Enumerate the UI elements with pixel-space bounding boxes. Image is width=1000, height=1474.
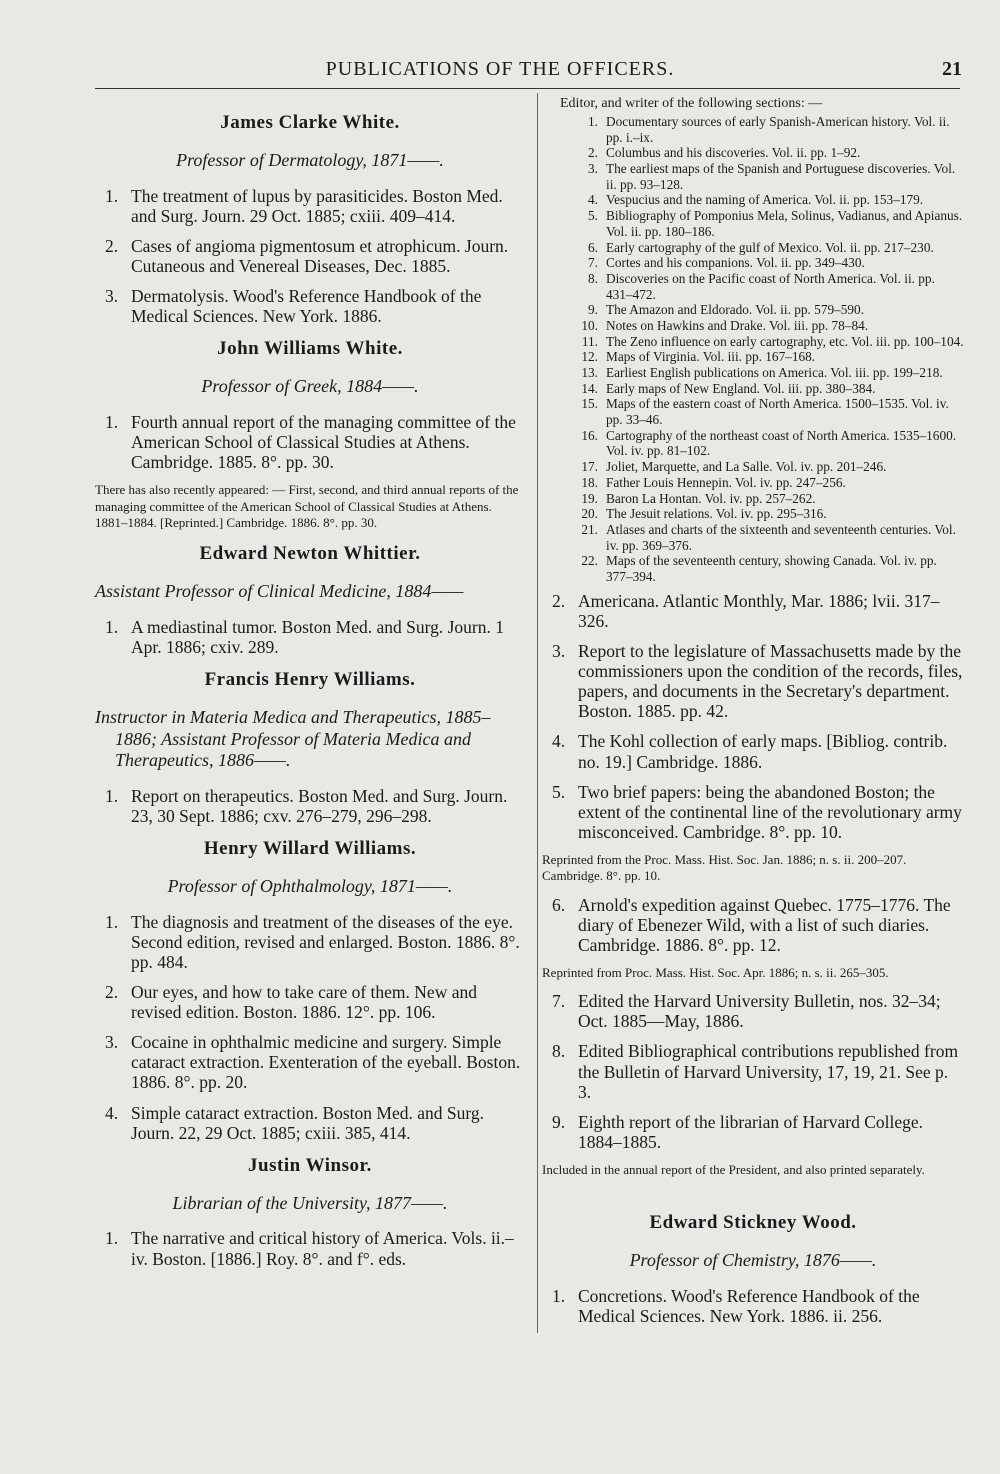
entry-text: Vespucius and the naming of America. Vol. ii. pp. 153–179. <box>606 192 924 208</box>
section-item <box>542 208 964 239</box>
entry-number: 16. <box>581 427 598 443</box>
entry-number: 1. <box>105 185 119 206</box>
entry-number: 20. <box>581 506 598 522</box>
entry-number: 1. <box>588 114 598 129</box>
section-item <box>542 491 964 507</box>
section-item <box>542 334 964 350</box>
person-james-clarke-white <box>95 112 525 326</box>
entry-number: 6. <box>552 894 566 915</box>
entry-text: Columbus and his discoveries. Vol. ii. pp. 1–92. <box>606 145 861 161</box>
entry-number: 2. <box>105 235 119 256</box>
entry-number: 7. <box>588 255 598 271</box>
section-item <box>542 145 964 161</box>
entry-text: Americana. Atlantic Monthly, Mar. 1886; lvii. 317–326. <box>578 590 940 631</box>
entry-text: Concretions. Wood's Reference Handbook of the Medical Sciences. New York. 1886. ii. 256. <box>578 1285 920 1326</box>
publication-list <box>95 912 525 1143</box>
section-item <box>542 553 964 584</box>
section-item <box>542 349 964 365</box>
entry-number: 7. <box>552 991 566 1012</box>
person-role: Assistant Professor of Clinical Medicine, 1884—— <box>95 581 464 602</box>
entry-number: 1. <box>105 785 119 806</box>
section-item <box>542 192 964 208</box>
entry-number: 4. <box>588 192 598 208</box>
entry-number: 15. <box>581 396 598 412</box>
publication-entry <box>542 895 964 955</box>
entry-text: The Jesuit relations. Vol. iv. pp. 295–316. <box>606 506 827 522</box>
publication-entry <box>542 1286 964 1326</box>
person-name: Edward Newton Whittier. <box>199 543 421 565</box>
section-item <box>542 396 964 427</box>
note: Reprinted from the Proc. Mass. Hist. Soc. Jan. 1886; n. s. ii. 200–207. Cambridge. 8°. pp. 10. <box>542 852 907 884</box>
entry-number: 8. <box>552 1041 566 1062</box>
publication-list <box>95 186 525 327</box>
entry-text: The narrative and critical history of America. Vols. ii.–iv. Boston. [1886.] Roy. 8°. and f°. eds. <box>131 1228 514 1269</box>
header-rule <box>95 88 960 89</box>
publication-list <box>95 617 525 657</box>
person-role: Professor of Dermatology, 1871——. <box>176 150 444 170</box>
page-number: 21 <box>942 58 962 80</box>
entry-text: The Kohl collection of early maps. [Bibliog. contrib. no. 19.] Cambridge. 1886. <box>578 731 948 772</box>
publication-entry <box>542 782 964 842</box>
section-item <box>542 475 964 491</box>
right-column <box>542 96 964 1338</box>
section-item <box>542 114 964 145</box>
entry-number: 18. <box>581 474 598 490</box>
entry-text: Maps of the eastern coast of North America. 1500–1535. Vol. iv. pp. 33–46. <box>606 396 949 428</box>
entry-number: 1. <box>105 1228 119 1249</box>
section-list <box>542 114 964 585</box>
note: Reprinted from Proc. Mass. Hist. Soc. Apr. 1886; n. s. ii. 265–305. <box>542 964 889 980</box>
entry-text: The Amazon and Eldorado. Vol. ii. pp. 579–590. <box>606 302 865 318</box>
entry-text: Baron La Hontan. Vol. iv. pp. 257–262. <box>606 490 816 506</box>
person-name: Henry Willard Williams. <box>203 837 417 859</box>
entry-number: 6. <box>588 239 598 255</box>
person-name: Edward Stickney Wood. <box>649 1212 857 1234</box>
column-divider <box>537 93 538 1333</box>
entry-number: 2. <box>552 590 566 611</box>
entry-text: Arnold's expedition against Quebec. 1775–1776. The diary of Ebenezer Wild, with a list of such diaries. Cambridge. 1886. 8°. pp. 12. <box>578 894 951 955</box>
entry-number: 1. <box>552 1285 566 1306</box>
entry-text: The diagnosis and treatment of the diseases of the eye. Second edition, revised and enlarged. Boston. 1886. 8°. pp. 484. <box>131 911 520 972</box>
publication-entry <box>95 1228 525 1268</box>
section-item <box>542 318 964 334</box>
publication-list <box>542 1286 964 1326</box>
section-item <box>542 255 964 271</box>
entry-text: Cortes and his companions. Vol. ii. pp. 349–430. <box>606 255 865 271</box>
section-item <box>542 365 964 381</box>
entry-number: 14. <box>581 380 598 396</box>
publication-entry <box>542 991 964 1031</box>
publication-entry <box>95 186 525 226</box>
note: Included in the annual report of the President, and also printed separately. <box>542 1162 925 1177</box>
entry-text: Edited the Harvard University Bulletin, nos. 32–34; Oct. 1885—May, 1886. <box>578 991 941 1032</box>
entry-number: 4. <box>105 1102 119 1123</box>
entry-text: Earliest English publications on America. Vol. iii. pp. 199–218. <box>606 365 943 380</box>
entry-text: Two brief papers: being the abandoned Boston; the extent of the continental line of the revolutionary army misconceived. Cambridge. 8°. pp. 10. <box>578 781 962 842</box>
entry-number: 17. <box>581 459 598 475</box>
person-henry-willard-williams <box>95 838 525 1143</box>
note: There has also recently appeared: — First, second, and third annual reports of the managing committee of the American School of Classical Studies at Athens. 1881–1884. [Reprinted.] Cambridge. 1886. 8°. pp. 30. <box>95 482 519 530</box>
publication-list <box>542 591 964 842</box>
person-name: John Williams White. <box>217 338 403 360</box>
publication-entry <box>95 786 525 826</box>
person-role: Instructor in Materia Medica and Therapeutics, 1885–1886; Assistant Professor of Materia Medica and Therapeutics, 1886——. <box>95 706 491 771</box>
entry-text: Fourth annual report of the managing committee of the American School of Classical Studies at Athens. Cambridge. 1885. 8°. pp. 30. <box>131 411 516 473</box>
entry-text: Maps of Virginia. Vol. iii. pp. 167–168. <box>606 349 816 365</box>
entry-text: Atlases and charts of the sixteenth and seventeenth centuries. Vol. iv. pp. 369–376. <box>606 521 956 553</box>
person-role: Professor of Chemistry, 1876——. <box>629 1250 877 1271</box>
person-role: Librarian of the University, 1877——. <box>172 1192 448 1213</box>
entry-number: 3. <box>105 286 119 307</box>
publication-entry <box>95 912 525 972</box>
entry-number: 3. <box>588 161 598 177</box>
entry-text: Eighth report of the librarian of Harvard College. 1884–1885. <box>578 1111 924 1152</box>
entry-text: Report on therapeutics. Boston Med. and Surg. Journ. 23, 30 Sept. 1886; cxv. 276–279, 296–298. <box>131 785 508 826</box>
publication-entry <box>542 1112 964 1152</box>
entry-text: Edited Bibliographical contributions republished from the Bulletin of Harvard University, 17, 19, 21. See p. 3. <box>578 1041 959 1102</box>
entry-text: Bibliography of Pomponius Mela, Solinus, Vadianus, and Apianus. Vol. ii. pp. 180–186. <box>606 208 963 239</box>
entry-number: 13. <box>581 365 598 380</box>
section-item <box>542 428 964 459</box>
entry-number: 1. <box>105 911 119 932</box>
entry-text: Report to the legislature of Massachusetts made by the commissioners upon the condition of the records, files, papers, and documents in the Secretary's department. Boston. 1885. pp. 42. <box>578 640 963 722</box>
person-name: Francis Henry Williams. <box>204 668 416 690</box>
publication-entry <box>95 1103 525 1143</box>
entry-text: Early maps of New England. Vol. iii. pp. 380–384. <box>606 380 876 396</box>
section-item <box>542 506 964 522</box>
person-role: Professor of Ophthalmology, 1871——. <box>167 875 453 896</box>
entry-text: Cocaine in ophthalmic medicine and surgery. Simple cataract extraction. Exenteration of the eyeball. Boston. 1886. 8°. pp. 20. <box>131 1032 521 1093</box>
publication-list <box>95 786 525 826</box>
section-item <box>542 271 964 302</box>
person-edward-newton-whittier <box>95 543 525 657</box>
publication-entry <box>95 1032 525 1092</box>
publication-entry <box>95 286 525 326</box>
entry-text: A mediastinal tumor. Boston Med. and Surg. Journ. 1 Apr. 1886; cxiv. 289. <box>131 616 505 657</box>
entry-number: 5. <box>552 781 566 802</box>
section-item <box>542 302 964 318</box>
person-name: James Clarke White. <box>220 112 400 133</box>
section-item <box>542 459 964 475</box>
entry-text: Cases of angioma pigmentosum et atrophicum. Journ. Cutaneous and Venereal Diseases, Dec. 1885. <box>131 235 509 276</box>
publication-entry <box>542 731 964 771</box>
section-item <box>542 522 964 553</box>
publication-entry <box>542 591 964 631</box>
entry-number: 3. <box>552 640 566 661</box>
entry-number: 3. <box>105 1032 119 1053</box>
entry-text: Discoveries on the Pacific coast of North America. Vol. ii. pp. 431–472. <box>606 270 935 302</box>
person-name: Justin Winsor. <box>248 1154 372 1176</box>
entry-number: 1. <box>105 616 119 637</box>
publication-list <box>542 991 964 1152</box>
publication-entry <box>95 412 525 472</box>
entry-number: 11. <box>581 333 598 349</box>
entry-text: Joliet, Marquette, and La Salle. Vol. iv. pp. 201–246. <box>606 459 887 475</box>
person-edward-stickney-wood <box>542 1212 964 1326</box>
section-item <box>542 240 964 256</box>
entry-text: Father Louis Hennepin. Vol. iv. pp. 247–256. <box>606 474 846 490</box>
entry-text: Our eyes, and how to take care of them. New and revised edition. Boston. 1886. 12°. pp. 106. <box>131 981 477 1023</box>
entry-number: 9. <box>552 1111 566 1132</box>
entry-number: 12. <box>581 349 598 365</box>
entry-number: 22. <box>581 553 598 569</box>
entry-text: Maps of the seventeenth century, showing Canada. Vol. iv. pp. 377–394. <box>606 553 937 584</box>
entry-number: 4. <box>552 731 566 752</box>
entry-number: 10. <box>581 317 598 333</box>
entry-number: 8. <box>588 270 598 286</box>
publication-entry <box>95 617 525 657</box>
publication-list <box>95 412 525 472</box>
entry-text: The treatment of lupus by parasiticides. Boston Med. and Surg. Journ. 29 Oct. 1885; cxiii. 409–414. <box>131 185 503 226</box>
left-column <box>95 108 525 1281</box>
entry-number: 19. <box>581 490 598 506</box>
entry-number: 9. <box>588 302 598 318</box>
publication-entry <box>95 982 525 1022</box>
person-francis-henry-williams <box>95 669 525 826</box>
entry-text: Documentary sources of early Spanish-American history. Vol. ii. pp. i.–ix. <box>606 114 950 145</box>
entry-number: 1. <box>105 411 119 432</box>
entry-number: 5. <box>588 208 598 224</box>
section-item <box>542 161 964 192</box>
section-item <box>542 381 964 397</box>
publication-entry <box>542 641 964 722</box>
publication-entry <box>542 1041 964 1101</box>
entry-text: The earliest maps of the Spanish and Portuguese discoveries. Vol. ii. pp. 93–128. <box>606 161 956 192</box>
entry-text: Dermatolysis. Wood's Reference Handbook of the Medical Sciences. New York. 1886. <box>131 286 482 327</box>
running-title: PUBLICATIONS OF THE OFFICERS. <box>325 58 675 80</box>
entry-number: 21. <box>581 521 598 537</box>
entry-text: Early cartography of the gulf of Mexico. Vol. ii. pp. 217–230. <box>606 239 934 255</box>
publication-list <box>95 1228 525 1268</box>
entry-text: Simple cataract extraction. Boston Med. and Surg. Journ. 22, 29 Oct. 1885; cxiii. 385, 414. <box>131 1102 484 1143</box>
person-justin-winsor <box>95 1155 525 1269</box>
entry-text: Notes on Hawkins and Drake. Vol. iii. pp. 78–84. <box>606 317 869 333</box>
editor-intro: Editor, and writer of the following sections: — <box>560 96 823 111</box>
entry-text: Cartography of the northeast coast of North America. 1535–1600. Vol. iv. pp. 81–102. <box>606 427 957 459</box>
person-role: Professor of Greek, 1884——. <box>201 376 419 397</box>
person-john-williams-white <box>95 338 525 531</box>
entry-number: 2. <box>105 981 119 1002</box>
entry-number: 2. <box>588 145 598 161</box>
publication-entry <box>95 236 525 276</box>
entry-text: The Zeno influence on early cartography, etc. Vol. iii. pp. 100–104. <box>606 333 964 349</box>
publication-list <box>542 895 964 955</box>
